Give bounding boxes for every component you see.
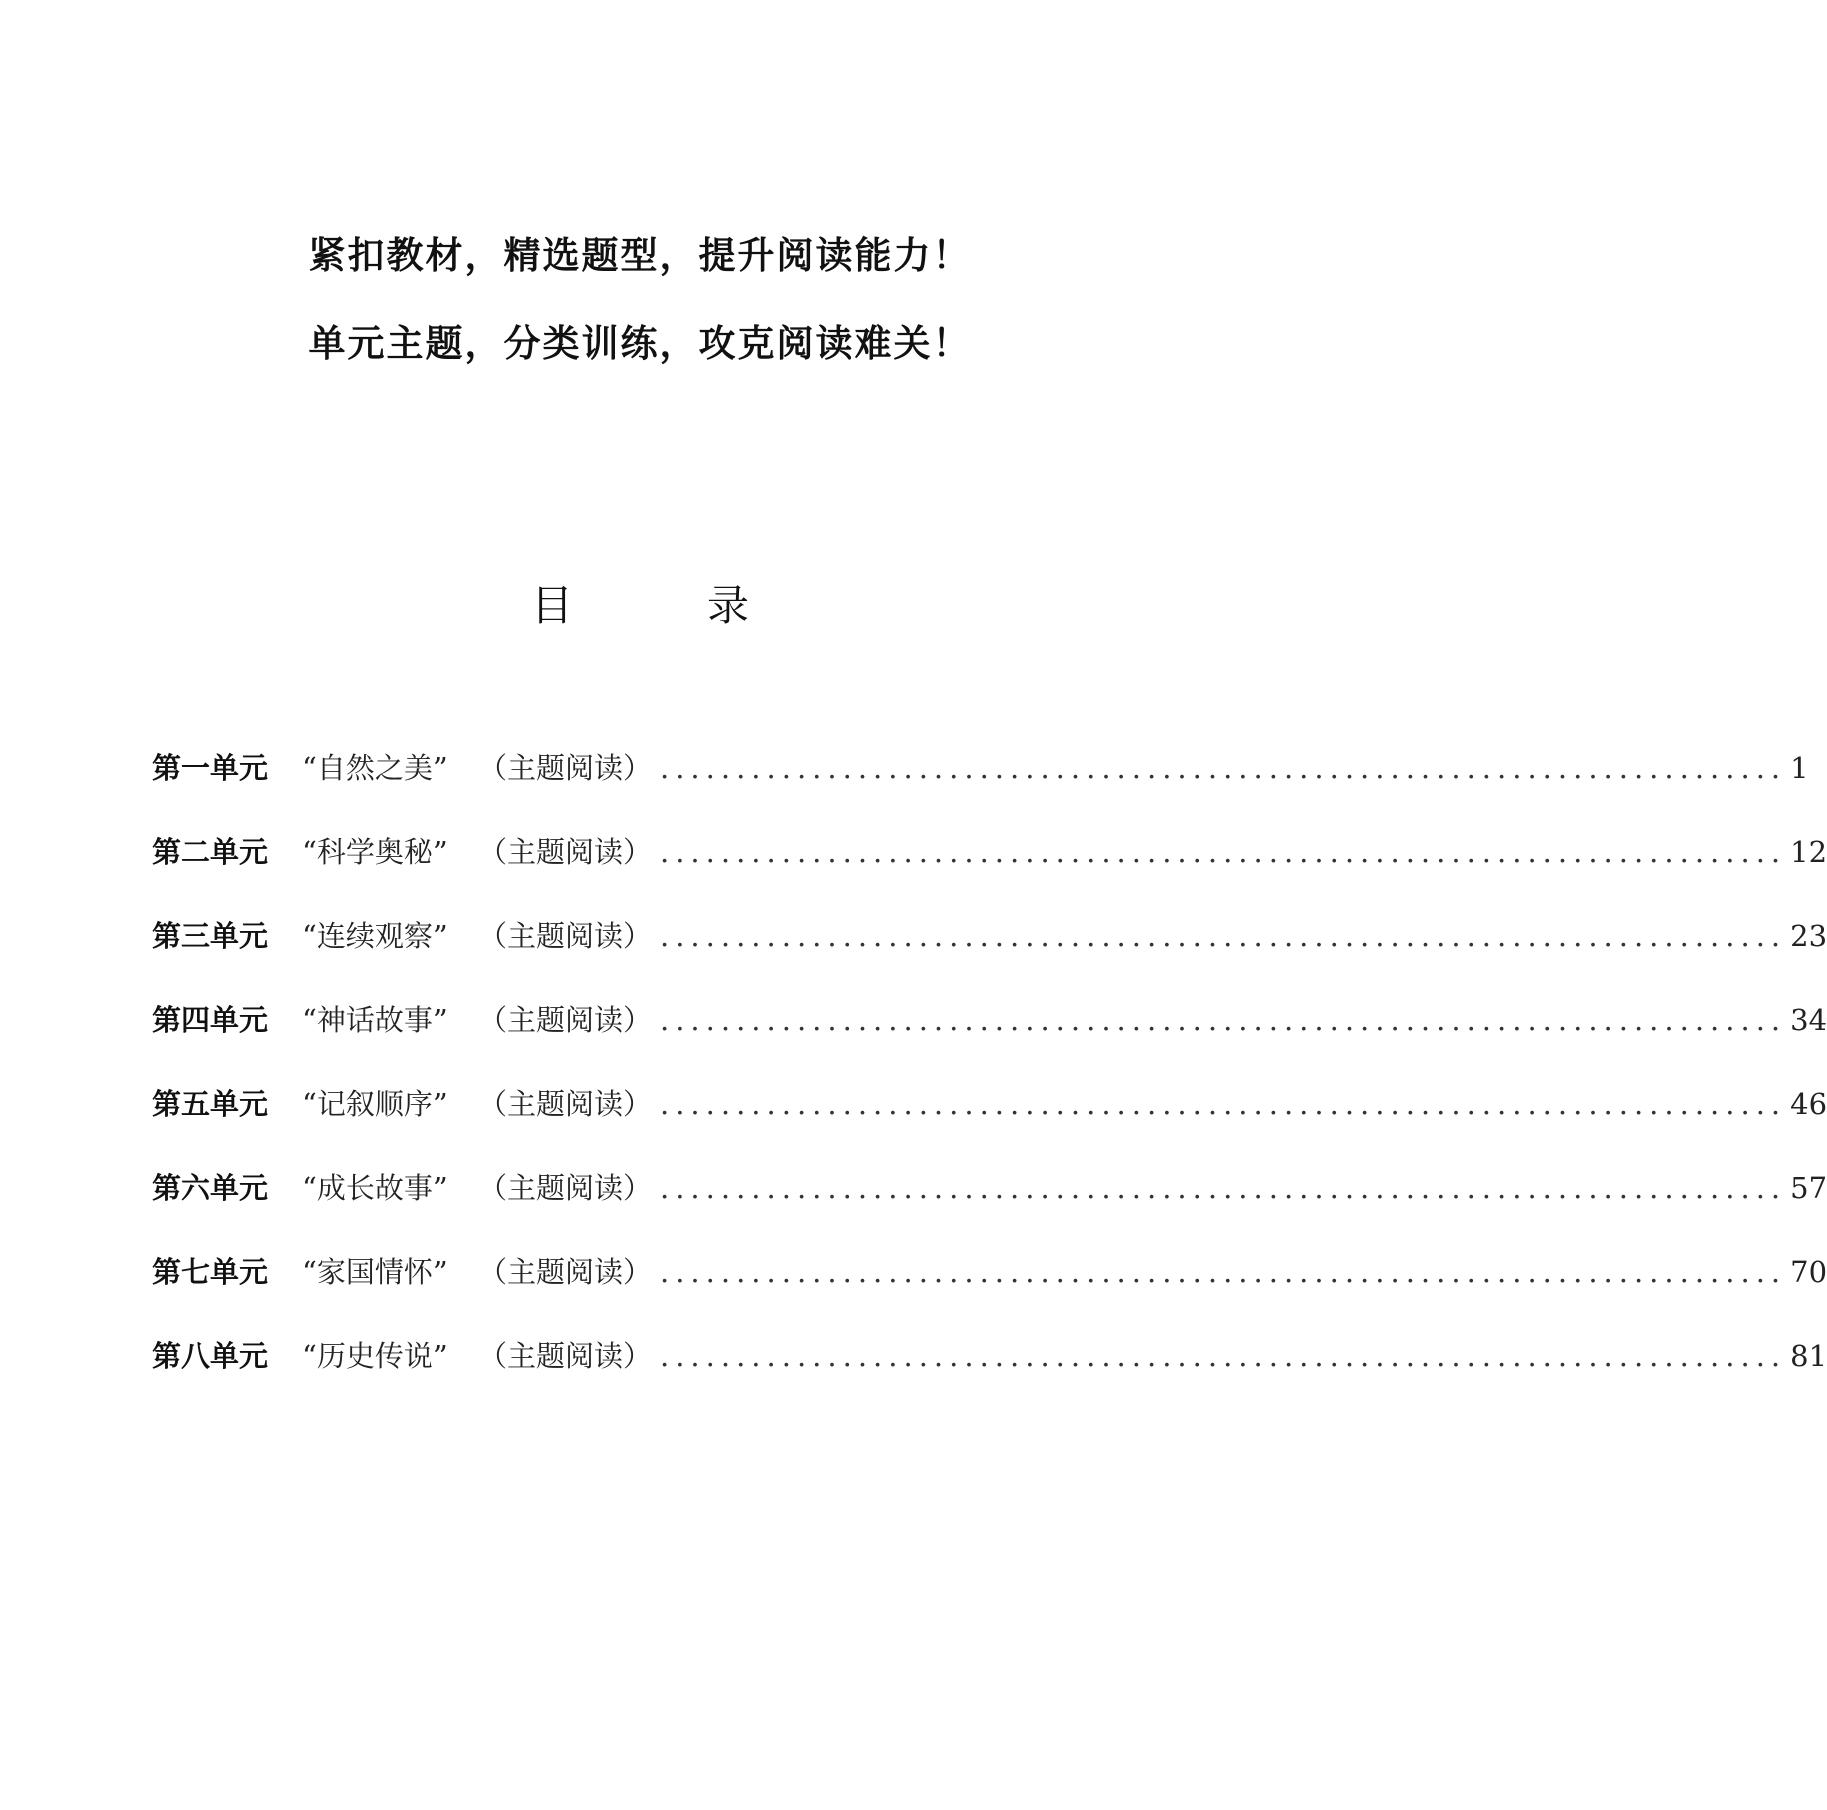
- toc-entry: [152, 1168, 1827, 1252]
- toc-unit: 第七单元: [152, 1255, 269, 1289]
- toc-suffix: （主题阅读）: [478, 919, 653, 953]
- toc-suffix: （主题阅读）: [478, 1339, 653, 1373]
- toc-topic: “成长故事”: [302, 1171, 448, 1205]
- toc-unit: 第一单元: [152, 751, 269, 785]
- dot-leader: ..........................................................................: [660, 1339, 1787, 1373]
- toc-entry: [152, 832, 1827, 916]
- toc-entry: [152, 1252, 1827, 1336]
- toc-page-number: 70: [1790, 1255, 1827, 1289]
- dot-leader: ..........................................................................: [660, 751, 1787, 785]
- toc-unit: 第四单元: [152, 1003, 269, 1037]
- toc-unit: 第二单元: [152, 835, 269, 869]
- toc-topic: “连续观察”: [302, 919, 448, 953]
- toc-entry: [152, 1000, 1827, 1084]
- toc-topic: “科学奥秘”: [302, 835, 448, 869]
- toc-suffix: （主题阅读）: [478, 835, 653, 869]
- toc-suffix: （主题阅读）: [478, 1003, 653, 1037]
- toc-topic: “历史传说”: [302, 1339, 448, 1373]
- toc-unit: 第六单元: [152, 1171, 269, 1205]
- toc-page-number: 81: [1790, 1339, 1827, 1373]
- toc-entry: [152, 1084, 1827, 1168]
- toc-topic: “自然之美”: [302, 751, 448, 785]
- dot-leader: ..........................................................................: [660, 835, 1787, 869]
- slogan-block: [0, 232, 1280, 408]
- toc-unit: 第三单元: [152, 919, 269, 953]
- toc-topic: “记叙顺序”: [302, 1087, 448, 1121]
- toc-suffix: （主题阅读）: [478, 751, 653, 785]
- toc-page-number: 46: [1790, 1087, 1827, 1121]
- toc-page-number: 57: [1790, 1171, 1827, 1205]
- table-of-contents: [152, 748, 1827, 1420]
- toc-entry: [152, 1336, 1827, 1420]
- dot-leader: ..........................................................................: [660, 1003, 1787, 1037]
- toc-suffix: （主题阅读）: [478, 1171, 653, 1205]
- toc-suffix: （主题阅读）: [478, 1087, 653, 1121]
- dot-leader: ..........................................................................: [660, 1255, 1787, 1289]
- dot-leader: ..........................................................................: [660, 919, 1787, 953]
- toc-unit: 第五单元: [152, 1087, 269, 1121]
- toc-page-number: 12: [1790, 835, 1827, 869]
- toc-page-number: 34: [1790, 1003, 1827, 1037]
- toc-page-number: 1: [1790, 751, 1809, 785]
- dot-leader: ..........................................................................: [660, 1171, 1787, 1205]
- toc-entry: [152, 916, 1827, 1000]
- toc-page-number: 23: [1790, 919, 1827, 953]
- toc-topic: “神话故事”: [302, 1003, 448, 1037]
- toc-heading: 目 录: [530, 581, 795, 630]
- toc-entry: [152, 748, 1809, 832]
- toc-topic: “家国情怀”: [302, 1255, 448, 1289]
- slogan-line: 紧扣教材，精选题型，提升阅读能力！: [308, 234, 972, 277]
- dot-leader: ..........................................................................: [660, 1087, 1787, 1121]
- toc-suffix: （主题阅读）: [478, 1255, 653, 1289]
- toc-unit: 第八单元: [152, 1339, 269, 1373]
- slogan-line: 单元主题，分类训练，攻克阅读难关！: [308, 322, 972, 365]
